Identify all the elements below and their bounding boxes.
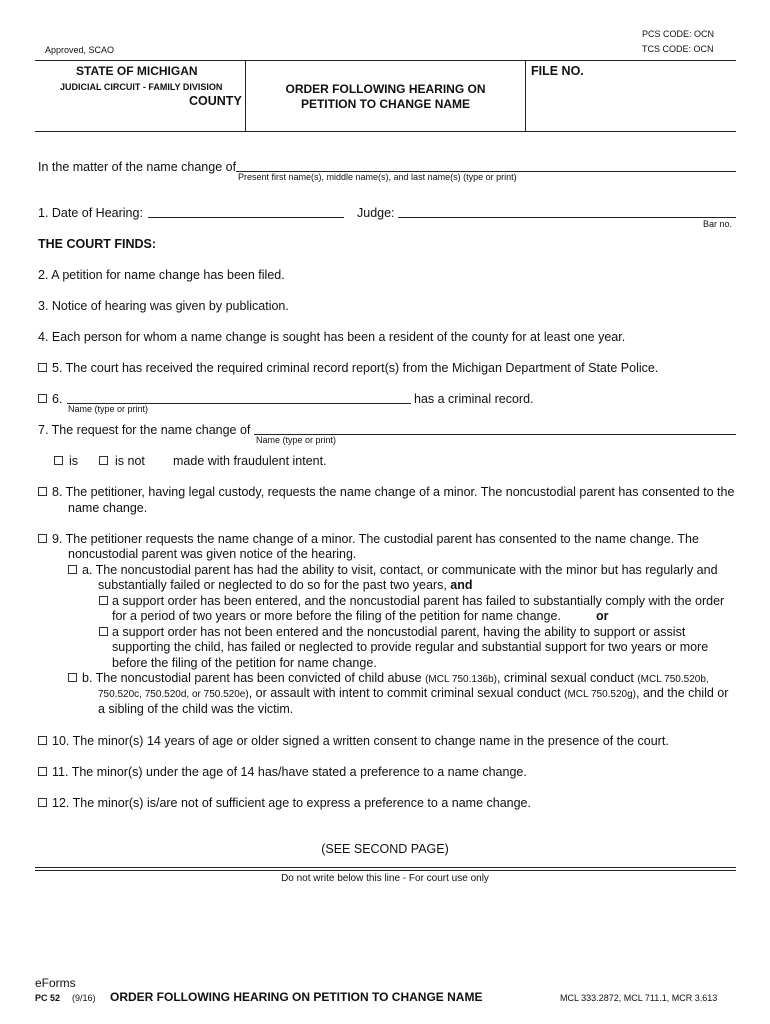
finding-9a1-checkbox[interactable]: [99, 596, 108, 605]
finding-3: 3. Notice of hearing was given by publication.: [38, 299, 289, 313]
finding-10: 10. The minor(s) 14 years of age or older signed a written consent to change name in the presence of the court.: [52, 734, 669, 748]
finding-6-checkbox[interactable]: [38, 394, 47, 403]
finding-6-caption: Name (type or print): [68, 404, 149, 414]
court-use-note: Do not write below this line - For court use only: [281, 873, 489, 884]
court-use-rule-top: [35, 867, 736, 868]
finding-9a2-line1: a support order has not been entered and the noncustodial parent, having the ability to support or assist: [112, 625, 686, 639]
finding-8-checkbox[interactable]: [38, 487, 47, 496]
is-not-checkbox[interactable]: [99, 456, 108, 465]
finding-9b-checkbox[interactable]: [68, 673, 77, 682]
finding-9b-line3: a sibling of the child was the victim.: [98, 702, 294, 716]
finding-9b-l1a: b. The noncustodial parent has been convicted of child abuse: [82, 671, 422, 685]
finding-8-line2: name change.: [68, 501, 148, 515]
judge-label: Judge:: [357, 206, 395, 220]
finding-9b-line1: [82, 671, 709, 685]
finding-9b-l1d: (MCL 750.520b,: [637, 674, 709, 685]
finding-9a-and: and: [450, 578, 473, 592]
is-checkbox[interactable]: [54, 456, 63, 465]
finding-9a2-checkbox[interactable]: [99, 627, 108, 636]
header-bottom-rule: [35, 131, 736, 132]
finding-12-checkbox[interactable]: [38, 798, 47, 807]
see-second-page: (SEE SECOND PAGE): [321, 842, 449, 856]
court-finds-heading: THE COURT FINDS:: [38, 237, 157, 251]
is-not-label: is not: [115, 454, 145, 468]
form-title-line1: ORDER FOLLOWING HEARING ON: [285, 82, 486, 96]
finding-9a-checkbox[interactable]: [68, 565, 77, 574]
finding-9b-l2d: , and the child or: [636, 686, 729, 700]
finding-11: 11. The minor(s) under the age of 14 has/have stated a preference to a name change.: [52, 765, 527, 779]
file-no-label: FILE NO.: [531, 64, 584, 78]
date-of-hearing-field[interactable]: [148, 217, 344, 218]
footer-form-title: ORDER FOLLOWING HEARING ON PETITION TO CHANGE NAME: [110, 990, 483, 1004]
finding-9b-l1b: (MCL 750.136b): [425, 674, 497, 685]
finding-9-line1: 9. The petitioner requests the name change of a minor. The custodial parent has consented to the name change. The: [52, 532, 699, 546]
finding-9a2-line3: before the filing of the petition for name change.: [112, 656, 377, 670]
finding-9a1-line1: a support order has been entered, and the noncustodial parent has failed to substantially comply with the order: [112, 594, 725, 608]
header-top-rule: [35, 60, 736, 61]
finding-12: 12. The minor(s) is/are not of sufficient age to express a preference to a name change.: [52, 796, 531, 810]
finding-9a1-or: or: [596, 609, 609, 623]
finding-9b-l2b: , or assault with intent to commit criminal sexual conduct: [248, 686, 561, 700]
present-name-caption: Present first name(s), middle name(s), and last name(s) (type or print): [238, 172, 517, 182]
finding-2: 2. A petition for name change has been filed.: [38, 268, 285, 282]
finding-9b-line2: [98, 686, 728, 700]
finding-8-line1: 8. The petitioner, having legal custody, requests the name change of a minor. The noncustodial parent has consented to the: [52, 485, 735, 499]
header-divider-right: [525, 60, 526, 131]
finding-10-checkbox[interactable]: [38, 736, 47, 745]
pcs-code: PCS CODE: OCN: [642, 29, 715, 39]
finding-9b-l2c: (MCL 750.520g): [564, 689, 636, 700]
finding-5: 5. The court has received the required criminal record report(s) from the Michigan Department of State Police.: [52, 361, 659, 375]
finding-11-checkbox[interactable]: [38, 767, 47, 776]
approved-scao: Approved, SCAO: [45, 45, 115, 55]
tcs-code: TCS CODE: OCN: [642, 44, 714, 54]
form-revision: (9/16): [72, 993, 96, 1003]
county-label: COUNTY: [189, 94, 242, 108]
finding-9-line2: noncustodial parent was given notice of the hearing.: [68, 547, 357, 561]
is-label: is: [69, 454, 79, 468]
finding-9-checkbox[interactable]: [38, 534, 47, 543]
footer-citations: MCL 333.2872, MCL 711.1, MCR 3.613: [560, 993, 718, 1003]
finding-5-checkbox[interactable]: [38, 363, 47, 372]
finding-9b-l2a: 750.520c, 750.520d, or 750.520e): [98, 689, 249, 700]
finding-9a1-line2: for a period of two years or more before the filing of the petition for name change.: [112, 609, 561, 623]
finding-4: 4. Each person for whom a name change is sought has been a resident of the county for at least one year.: [38, 330, 626, 344]
finding-6-number: 6.: [52, 392, 63, 406]
bar-no-label: Bar no.: [703, 219, 733, 229]
finding-9b-l1c: , criminal sexual conduct: [496, 671, 634, 685]
finding-9a-line2-text: substantially failed or neglected to do so for the past two years,: [98, 578, 447, 592]
fraudulent-intent-text: made with fraudulent intent.: [173, 454, 327, 468]
form-number: PC 52: [35, 993, 61, 1003]
finding-9a-line2: [98, 578, 473, 592]
court-use-rule-bottom: [35, 870, 736, 871]
finding-7-caption: Name (type or print): [256, 435, 337, 445]
finding-6-text: has a criminal record.: [414, 392, 534, 406]
finding-9a2-line2: supporting the child, has failed or neglected to provide regular and substantial support for two years or more: [112, 640, 709, 654]
state-of-michigan: STATE OF MICHIGAN: [76, 64, 198, 78]
date-of-hearing-label: 1. Date of Hearing:: [38, 206, 143, 220]
finding-9a-line1: a. The noncustodial parent has had the ability to visit, contact, or communicate with the minor but has regularly and: [82, 563, 718, 577]
finding-7-label: 7. The request for the name change of: [38, 423, 251, 437]
matter-label: In the matter of the name change of: [38, 160, 237, 174]
judge-field[interactable]: [398, 217, 736, 218]
eforms-label: eForms: [35, 976, 76, 990]
form-title-line2: PETITION TO CHANGE NAME: [300, 97, 471, 111]
judicial-circuit: JUDICIAL CIRCUIT - FAMILY DIVISION: [60, 82, 223, 92]
